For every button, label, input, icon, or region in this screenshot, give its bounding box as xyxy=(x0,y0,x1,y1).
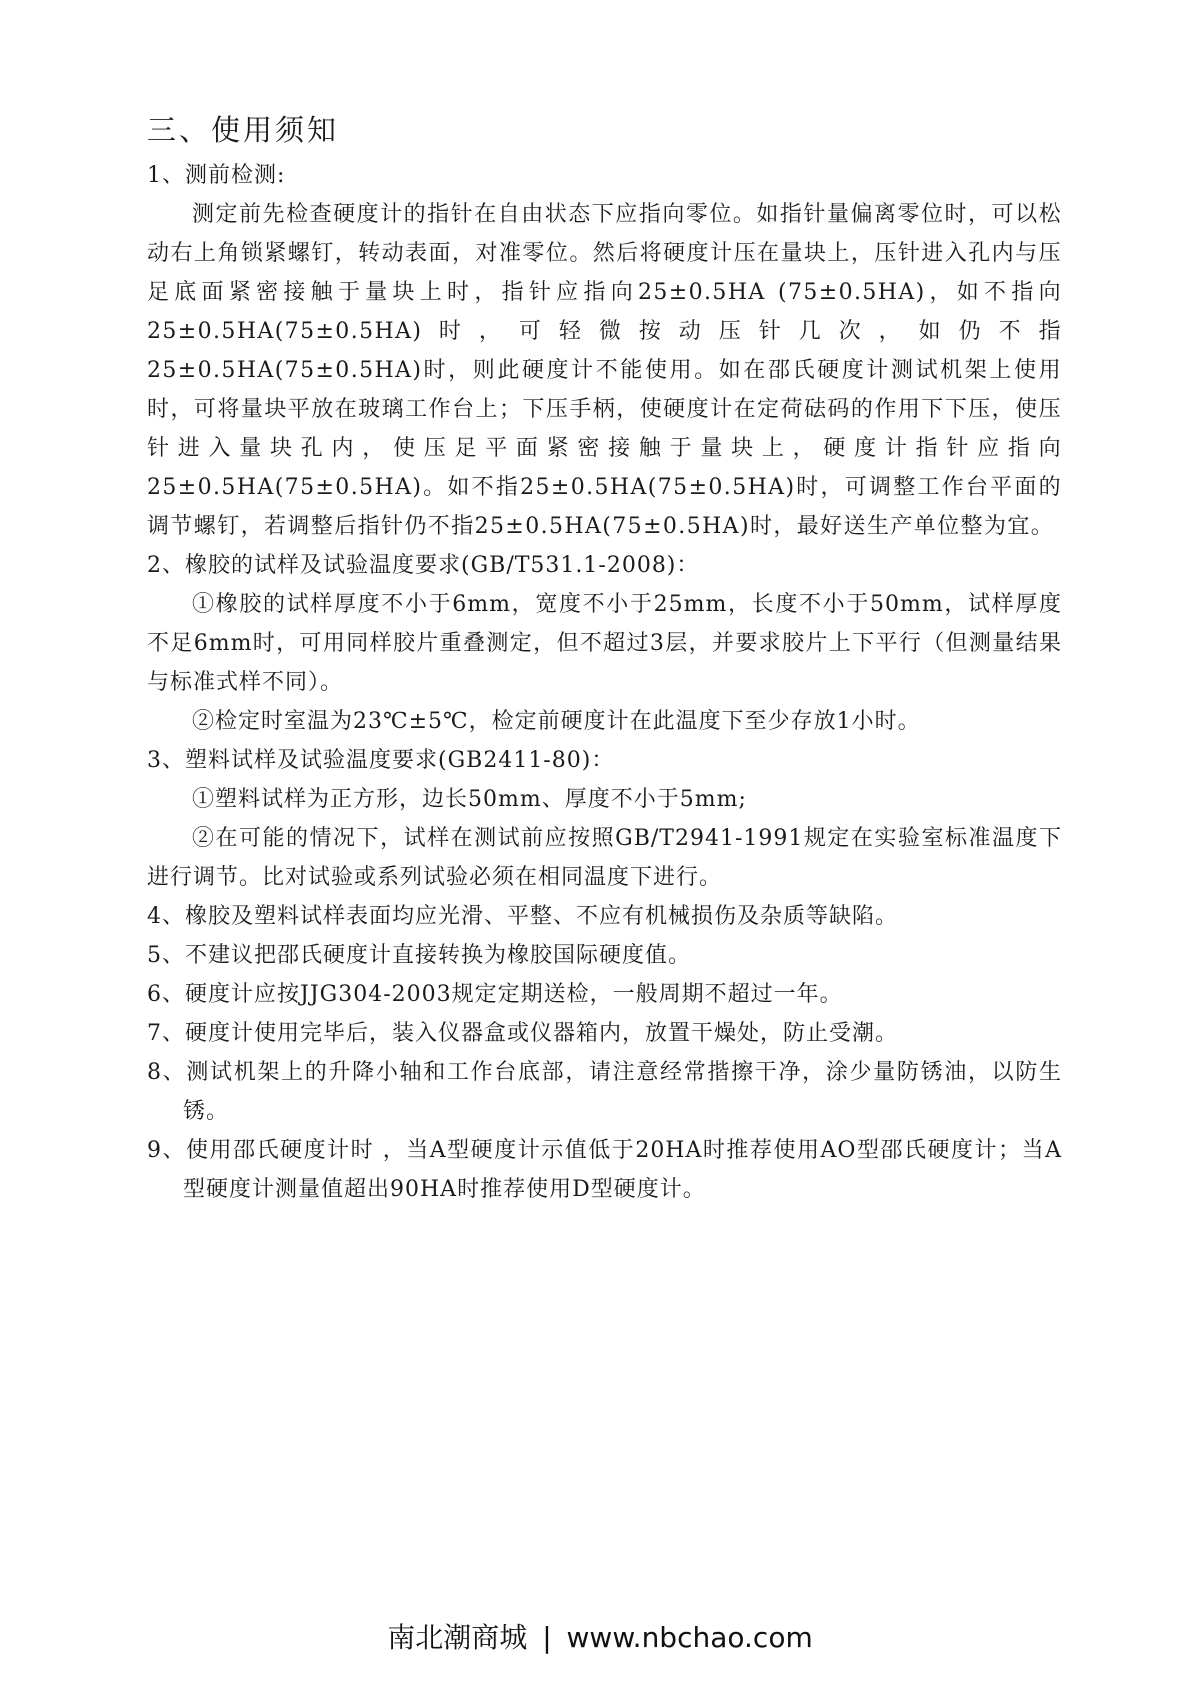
footer-brand: 南北潮商城 xyxy=(387,1621,528,1654)
footer-watermark xyxy=(0,1618,1200,1658)
section1-paragraph: 测定前先检查硬度计的指针在自由状态下应指向零位。如指针量偏离零位时，可以松动右上角锁紧螺钉，转动表面，对准零位。然后将硬度计压在量块上，压针进入孔内与压足底面紧密接触于量块上时，指针应指向25±0.5HA (75±0.5HA)，如不指向25±0.5HA(75±0.5HA)时，可轻微按动压针几次，如仍不指25±0.5HA(75±0.5HA)时，则此硬度计不能使用。如在邵氏硬度计测试机架上使用时，可将量块平放在玻璃工作台上；下压手柄，使硬度计在定荷砝码的作用下下压，使压针进入量块孔内，使压足平面紧密接触于量块上，硬度计指针应指向25±0.5HA(75±0.5HA)。如不指25±0.5HA(75±0.5HA)时，可调整工作台平面的调节螺钉，若调整后指针仍不指25±0.5HA(75±0.5HA)时，最好送生产单位整为宜。 xyxy=(147,202,1062,539)
section3-item2: ②在可能的情况下，试样在测试前应按照GB/T2941-1991规定在实验室标准温度下进行调节。比对试验或系列试验必须在相同温度下进行。 xyxy=(147,826,1062,890)
section-heading: 三、使用须知 xyxy=(147,113,340,147)
footer-separator: | xyxy=(542,1621,552,1654)
list-item-9: 9、使用邵氏硬度计时 ，当A型硬度计示值低于20HA时推荐使用AO型邵氏硬度计；当A型硬度计测量值超出90HA时推荐使用D型硬度计。 xyxy=(147,1138,1062,1202)
document-content xyxy=(147,108,1062,1209)
section2-item1: ①橡胶的试样厚度不小于6mm，宽度不小于25mm，长度不小于50mm，试样厚度不足6mm时，可用同样胶片重叠测定，但不超过3层，并要求胶片上下平行（但测量结果与标准式样不同）。 xyxy=(147,592,1062,695)
list-item-8: 8、测试机架上的升降小轴和工作台底部，请注意经常揩擦干净，涂少量防锈油，以防生锈。 xyxy=(147,1060,1062,1124)
footer-url-link[interactable]: www.nbchao.com xyxy=(566,1621,813,1654)
section2-item2: ②检定时室温为23℃±5℃，检定前硬度计在此温度下至少存放1小时。 xyxy=(192,709,921,734)
list-item-4: 4、橡胶及塑料试样表面均应光滑、平整、不应有机械损伤及杂质等缺陷。 xyxy=(147,904,898,929)
section1-title: 1、测前检测: xyxy=(147,163,286,188)
section2-title: 2、橡胶的试样及试验温度要求(GB/T531.1-2008)： xyxy=(147,553,700,578)
section3-title: 3、塑料试样及试验温度要求(GB2411-80)： xyxy=(147,748,615,773)
section3-item1: ①塑料试样为正方形，边长50mm、厚度不小于5mm; xyxy=(192,787,747,812)
list-item-7: 7、硬度计使用完毕后，装入仪器盒或仪器箱内，放置干燥处，防止受潮。 xyxy=(147,1021,898,1046)
list-item-5: 5、不建议把邵氏硬度计直接转换为橡胶国际硬度值。 xyxy=(147,943,691,968)
list-item-6: 6、硬度计应按JJG304-2003规定定期送检，一般周期不超过一年。 xyxy=(147,982,843,1007)
